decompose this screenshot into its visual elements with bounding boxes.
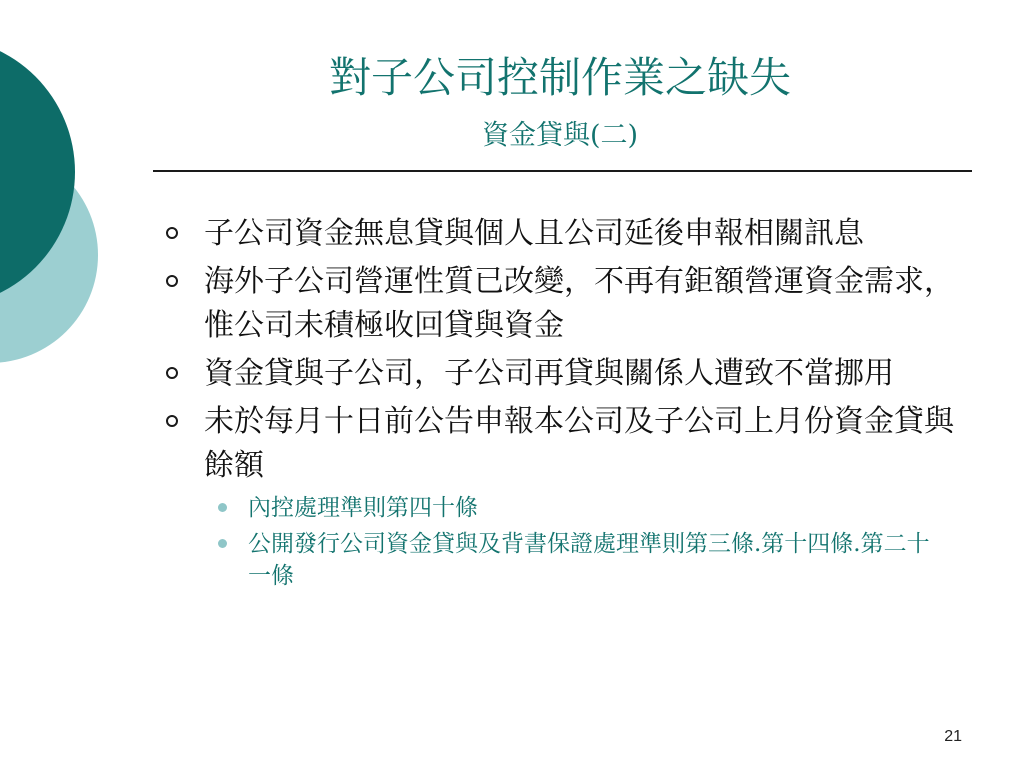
sub-bullet-text: 內控處理準則第四十條	[248, 495, 478, 521]
bullet-item	[160, 352, 960, 396]
sub-bullet-text: 公開發行公司資金貸與及背書保證處理準則第三條.第十四條.第二十一條	[248, 531, 930, 589]
hollow-circle-bullet-icon	[166, 275, 178, 287]
hollow-circle-bullet-icon	[166, 367, 178, 379]
bullet-text: 資金貸與子公司，子公司再貸與關係人遭致不當挪用	[204, 356, 894, 391]
decorative-circles	[0, 0, 120, 420]
bullet-item	[160, 212, 960, 256]
bullet-text: 子公司資金無息貸與個人且公司延後申報相關訊息	[204, 216, 864, 251]
sub-bullet-item	[160, 528, 938, 592]
slide-subtitle: 資金貸與(二)	[481, 120, 639, 151]
hollow-circle-bullet-icon	[166, 415, 178, 427]
filled-dot-bullet-icon	[218, 503, 227, 512]
slide-title: 對子公司控制作業之缺失	[328, 53, 791, 102]
bullet-text: 未於每月十日前公告申報本公司及子公司上月份資金貸與餘額	[204, 404, 954, 483]
hollow-circle-bullet-icon	[166, 227, 178, 239]
title-divider	[153, 170, 972, 172]
bullet-item	[160, 400, 960, 488]
sub-bullet-item	[160, 492, 938, 524]
bullet-list	[160, 212, 960, 596]
filled-dot-bullet-icon	[218, 539, 227, 548]
bullet-item	[160, 260, 960, 348]
page-number: 21	[944, 728, 962, 745]
bullet-text: 海外子公司營運性質已改變，不再有鉅額營運資金需求，惟公司未積極收回貸與資金	[204, 264, 954, 343]
